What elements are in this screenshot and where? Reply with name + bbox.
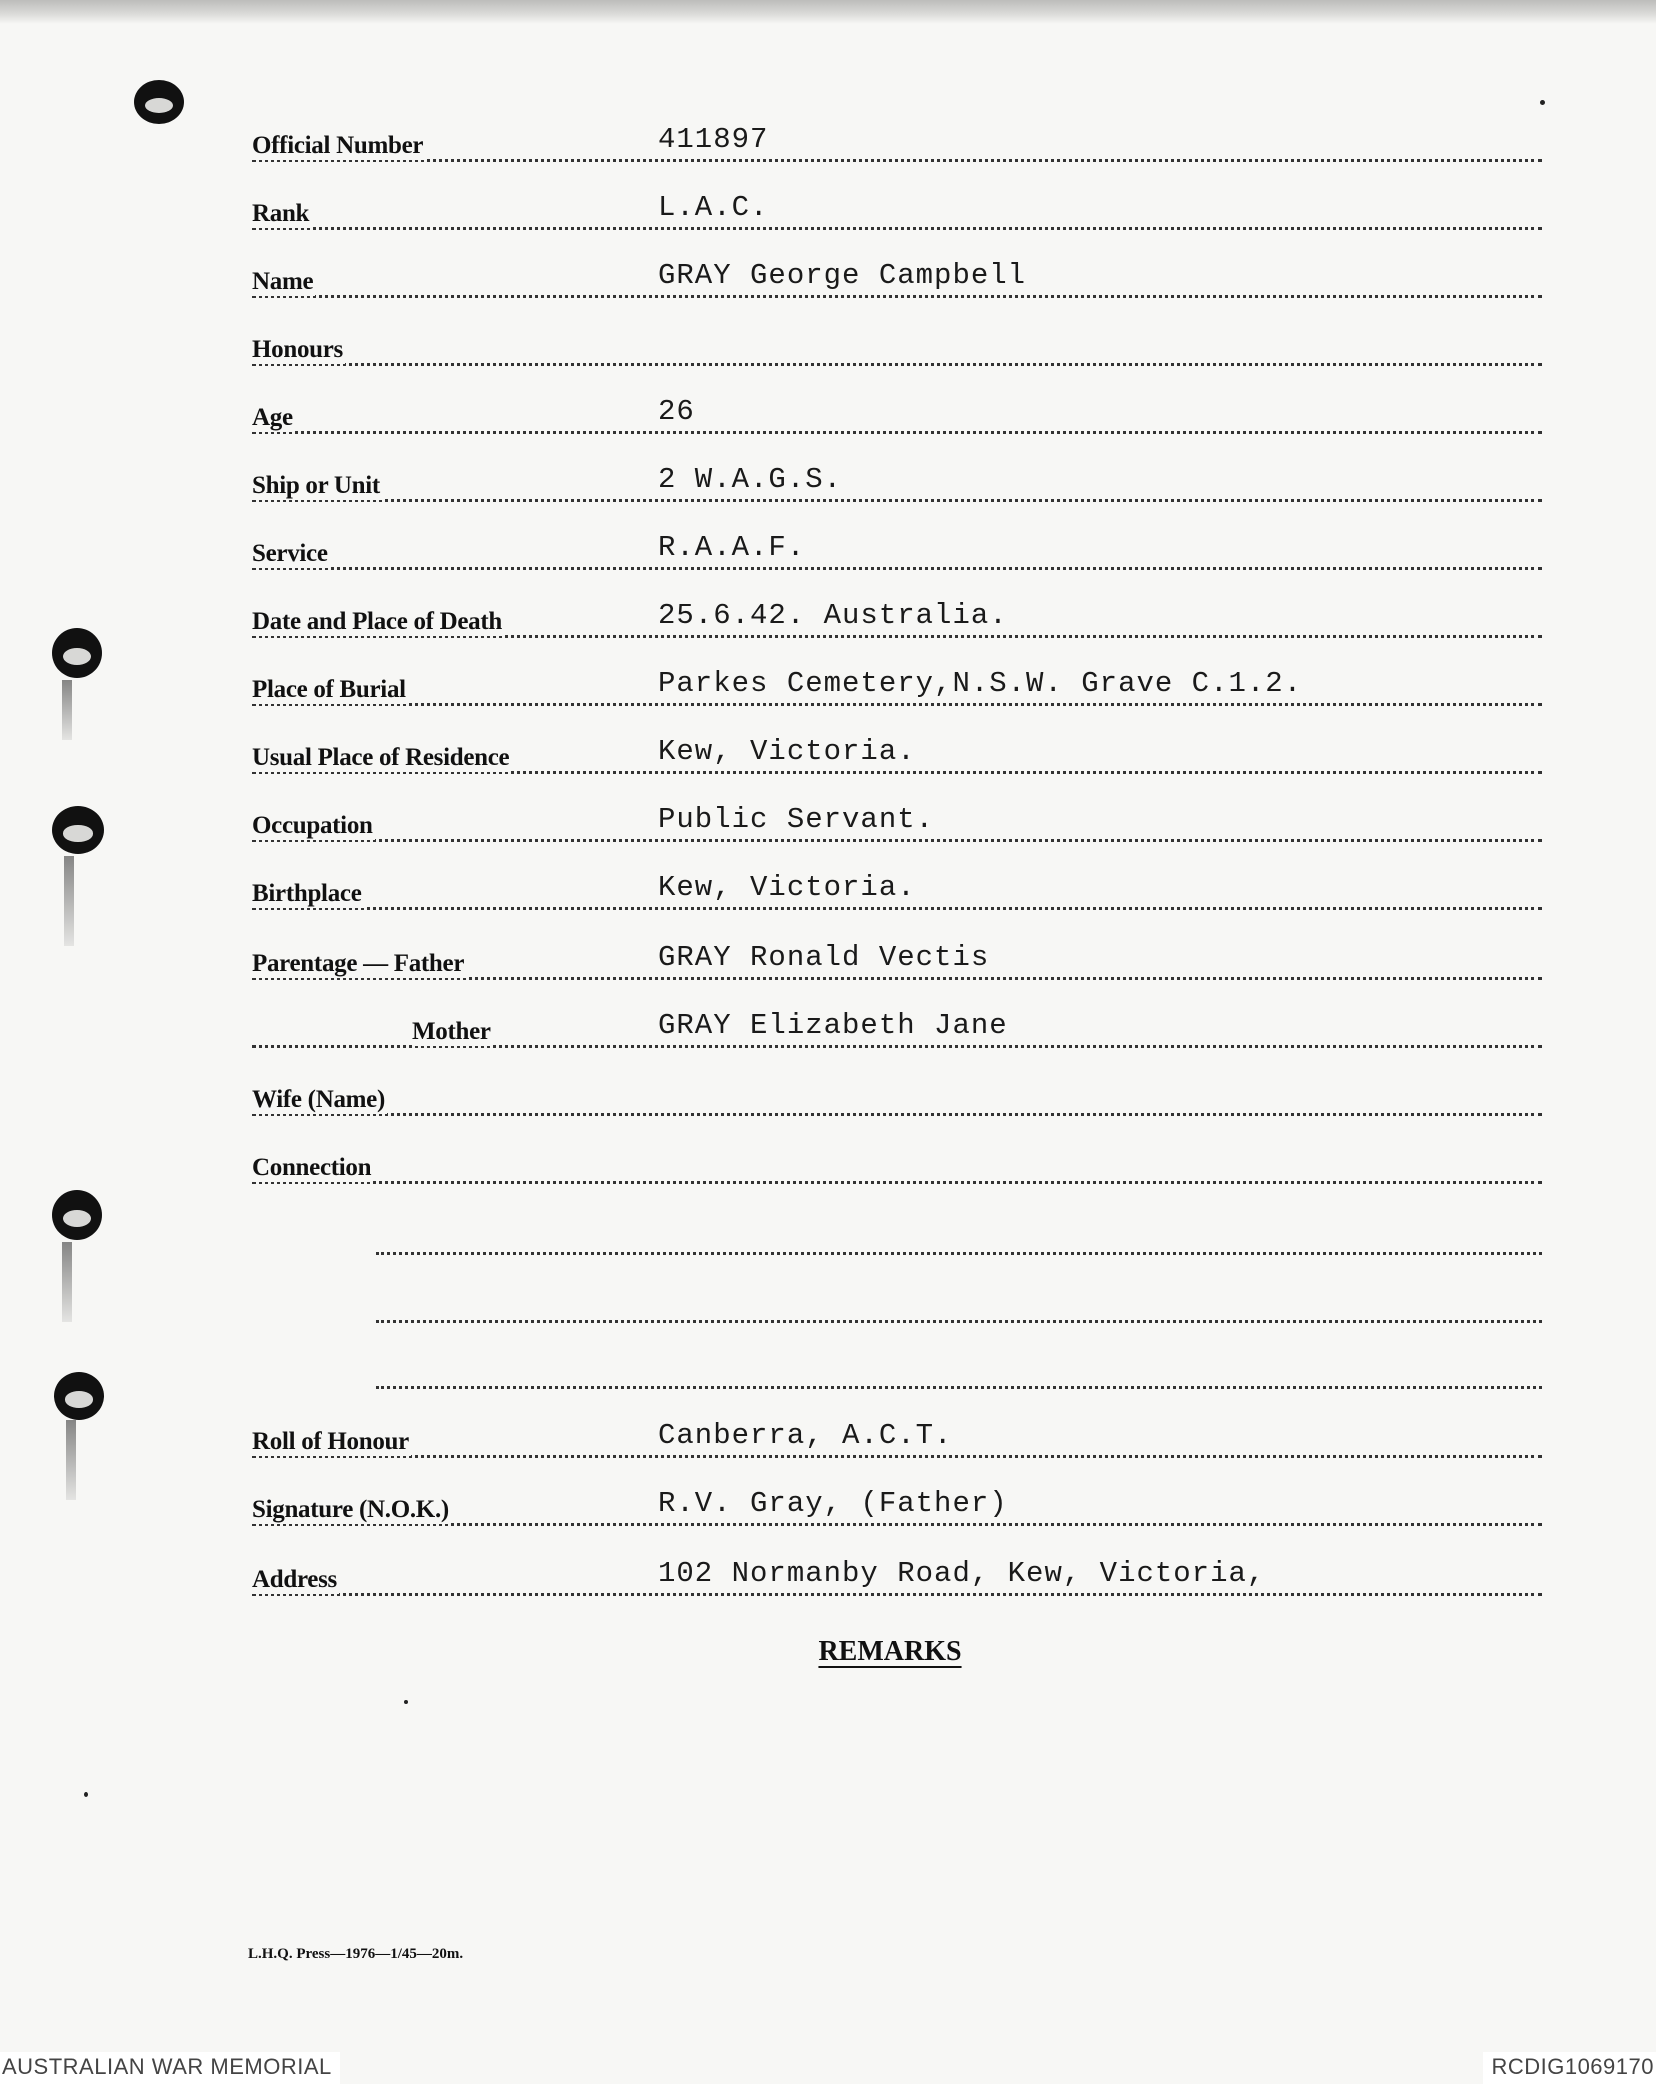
field-value: 102 Normanby Road, Kew, Victoria, <box>658 1557 1266 1590</box>
field-label: Official Number <box>252 132 424 159</box>
scan-smear <box>66 1420 76 1500</box>
dotted-line <box>252 839 1542 842</box>
field-value: Public Servant. <box>658 803 935 836</box>
punch-hole <box>52 806 104 854</box>
field-birthplace <box>252 871 1542 914</box>
field-label: Wife (Name) <box>252 1086 385 1113</box>
field-label: Age <box>252 404 293 431</box>
dotted-line <box>252 499 1542 502</box>
dotted-line <box>252 1593 1542 1596</box>
field-value: GRAY Elizabeth Jane <box>658 1009 1008 1042</box>
field-label: Place of Burial <box>252 676 406 703</box>
field-parentage-father <box>252 941 1542 984</box>
field-service <box>252 531 1542 574</box>
field-value: Kew, Victoria. <box>658 871 916 904</box>
field-label: Roll of Honour <box>252 1428 409 1455</box>
field-value: GRAY Ronald Vectis <box>658 941 990 974</box>
field-value: 411897 <box>658 123 769 156</box>
field-label: Connection <box>252 1154 372 1181</box>
punch-hole <box>134 80 184 124</box>
field-honours <box>252 330 1542 370</box>
field-label: Birthplace <box>252 880 362 907</box>
dotted-line <box>252 431 1542 434</box>
connection-dotted-line <box>376 1252 1542 1255</box>
field-wife-name <box>252 1080 1542 1120</box>
scan-smear <box>62 1242 72 1322</box>
connection-dotted-line <box>376 1320 1542 1323</box>
field-value: R.A.A.F. <box>658 531 806 564</box>
dotted-line <box>252 1455 1542 1458</box>
field-label: Service <box>252 540 328 567</box>
field-label: Signature (N.O.K.) <box>252 1496 449 1523</box>
speck <box>1540 100 1545 105</box>
scan-top-edge <box>0 0 1656 24</box>
connection-dotted-line <box>376 1386 1542 1389</box>
field-occupation <box>252 803 1542 846</box>
field-ship-or-unit <box>252 463 1542 506</box>
dotted-line <box>252 227 1542 230</box>
field-label: Rank <box>252 200 310 227</box>
field-label: Ship or Unit <box>252 472 380 499</box>
field-value: 2 W.A.G.S. <box>658 463 843 496</box>
punch-hole <box>52 628 102 678</box>
field-value: L.A.C. <box>658 191 769 224</box>
field-value: R.V. Gray, (Father) <box>658 1487 1008 1520</box>
field-rank <box>252 191 1542 234</box>
punch-hole <box>52 1190 102 1240</box>
footer-record-id: RCDIG1069170 <box>1483 2052 1656 2084</box>
scan-smear <box>62 680 72 740</box>
field-label: Name <box>252 268 314 295</box>
field-place-of-burial <box>252 667 1542 710</box>
dotted-line <box>252 567 1542 570</box>
dotted-line <box>252 1113 1542 1116</box>
footer-credit: AUSTRALIAN WAR MEMORIAL <box>0 2052 340 2084</box>
dotted-line <box>252 363 1542 366</box>
dotted-line <box>252 907 1542 910</box>
field-value: Parkes Cemetery,N.S.W. Grave C.1.2. <box>658 667 1303 700</box>
dotted-line <box>252 703 1542 706</box>
dotted-line <box>252 159 1542 162</box>
field-value: 25.6.42. Australia. <box>658 599 1008 632</box>
field-label: Address <box>252 1566 337 1593</box>
field-official-number <box>252 123 1542 166</box>
field-date-place-of-death <box>252 599 1542 642</box>
field-value: Kew, Victoria. <box>658 735 916 768</box>
speck <box>404 1700 408 1704</box>
printer-mark: L.H.Q. Press—1976—1/45—20m. <box>248 1946 464 1962</box>
field-value: GRAY George Campbell <box>658 259 1027 292</box>
punch-hole <box>54 1372 104 1420</box>
field-label: Date and Place of Death <box>252 608 502 635</box>
field-signature-nok <box>252 1487 1542 1530</box>
field-label: Occupation <box>252 812 373 839</box>
field-usual-place-of-residence <box>252 735 1542 778</box>
field-age <box>252 395 1542 438</box>
field-name <box>252 259 1542 302</box>
field-parentage-mother <box>252 1009 1542 1052</box>
dotted-line <box>252 1181 1542 1184</box>
field-connection <box>252 1148 1542 1188</box>
dotted-line <box>252 295 1542 298</box>
scan-smear <box>64 856 74 946</box>
field-label: Honours <box>252 336 343 363</box>
remarks-heading: REMARKS <box>818 1636 962 1667</box>
field-address <box>252 1557 1542 1600</box>
field-label: Mother <box>412 1018 491 1045</box>
field-label: Parentage — Father <box>252 950 465 977</box>
field-roll-of-honour <box>252 1419 1542 1462</box>
field-value: 26 <box>658 395 695 428</box>
field-value: Canberra, A.C.T. <box>658 1419 953 1452</box>
speck <box>84 1792 88 1797</box>
field-label: Usual Place of Residence <box>252 744 510 771</box>
